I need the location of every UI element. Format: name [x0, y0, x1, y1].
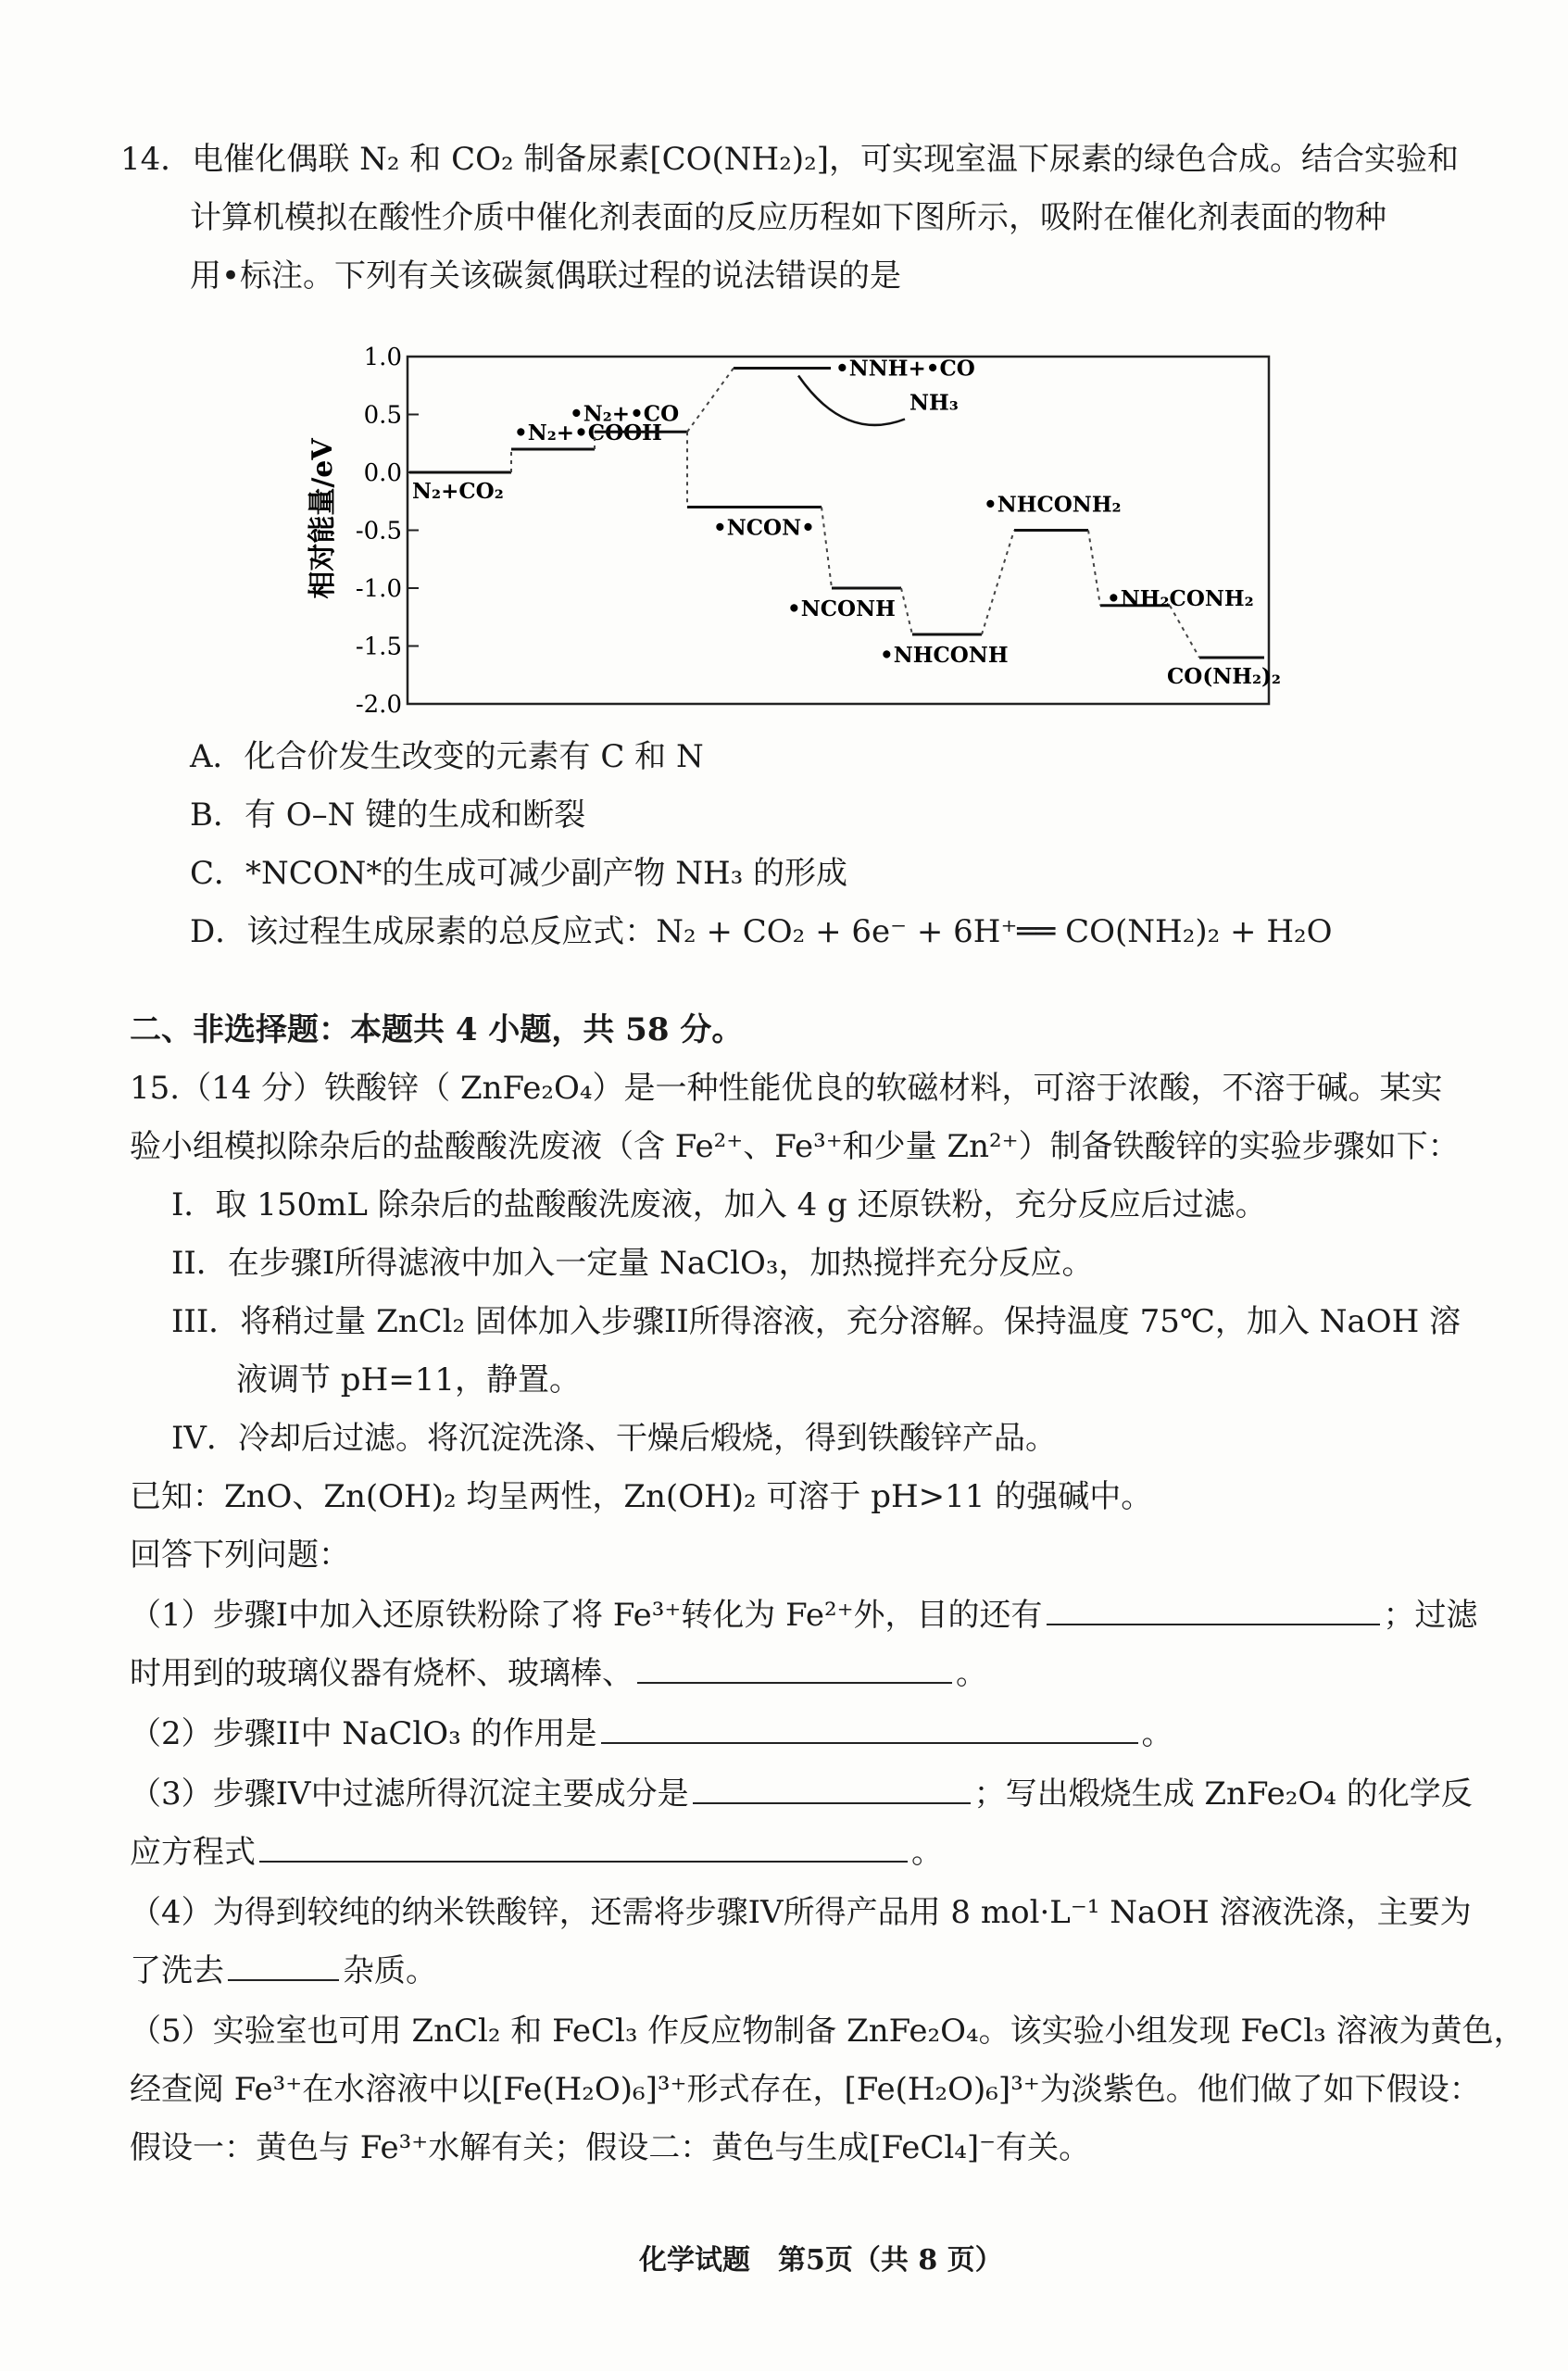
side-product-label: NH₃	[909, 390, 959, 416]
q15-part2	[130, 1713, 1173, 1754]
reaction-path-connector	[982, 531, 1014, 635]
y-tick-label: 0.0	[363, 459, 402, 487]
y-tick-label: 0.5	[363, 401, 402, 430]
energy-level-label: •N₂+•COOH	[514, 420, 662, 445]
answer-blank-3a[interactable]	[693, 1775, 971, 1804]
q15-intro-1: 15.（14 分）铁酸锌（ ZnFe₂O₄）是一种性能优良的软磁材料，可溶于浓酸，不溶于碱。某实	[130, 1070, 1443, 1107]
q15-part4-b	[130, 1951, 437, 1991]
q15-part1-a-end: ；过滤	[1383, 1597, 1478, 1634]
energy-level-label: •NCON•	[713, 515, 815, 541]
q14-option-d: D．该过程生成尿素的总反应式：N₂ + CO₂ + 6e⁻ + 6H⁺══ CO(NH₂)₂ + H₂O	[190, 913, 1333, 950]
q15-part5-c: 假设一：黄色与 Fe³⁺水解有关；假设二：黄色与生成[FeCl₄]⁻有关。	[130, 2129, 1091, 2166]
q14-line2: 计算机模拟在酸性介质中催化剂表面的反应历程如下图所示，吸附在催化剂表面的物种	[190, 199, 1386, 236]
y-tick-label: -1.0	[355, 575, 402, 603]
q15-part2-text: （2）步骤II中 NaClO₃ 的作用是	[130, 1715, 597, 1752]
q15-step-3a: III．将稍过量 ZnCl₂ 固体加入步骤II所得溶液，充分溶解。保持温度 75℃，加入 NaOH 溶	[171, 1303, 1461, 1340]
q15-part1-b-text: 时用到的玻璃仪器有烧杯、玻璃棒、	[130, 1655, 633, 1692]
q14-option-c: C．*NCON*的生成可减少副产物 NH₃ 的形成	[190, 855, 848, 892]
answer-blank-2[interactable]	[601, 1714, 1138, 1744]
answer-blank-3b[interactable]	[259, 1833, 908, 1863]
y-tick-label: -1.5	[355, 633, 402, 661]
energy-level-label: •NCONH	[787, 596, 896, 621]
q15-part3-b	[130, 1832, 943, 1873]
y-tick-label: -0.5	[355, 517, 402, 546]
energy-level-label: CO(NH₂)₂	[1167, 664, 1282, 689]
q15-part3-b-end: 。	[911, 1834, 943, 1871]
q15-part1-a-text: （1）步骤I中加入还原铁粉除了将 Fe³⁺转化为 Fe²⁺外，目的还有	[130, 1597, 1043, 1634]
plot-frame	[408, 357, 1269, 704]
q15-step-1: I．取 150mL 除杂后的盐酸酸洗废液，加入 4 g 还原铁粉，充分反应后过滤。	[171, 1186, 1267, 1223]
q14-line3: 用•标注。下列有关该碳氮偶联过程的说法错误的是	[190, 257, 902, 295]
q15-known: 已知：ZnO、Zn(OH)₂ 均呈两性，Zn(OH)₂ 可溶于 pH>11 的强碱中。	[130, 1478, 1153, 1515]
q15-part5-b: 经查阅 Fe³⁺在水溶液中以[Fe(H₂O)₆]³⁺形式存在，[Fe(H₂O)₆]³⁺为淡紫色。他们做了如下假设：	[130, 2071, 1481, 2108]
side-product-arrow	[798, 376, 905, 425]
energy-level-label: •NHCONH₂	[984, 492, 1122, 518]
q15-step-3b: 液调节 pH=11，静置。	[236, 1361, 581, 1399]
q15-step-2: II．在步骤I所得滤液中加入一定量 NaClO₃，加热搅拌充分反应。	[171, 1245, 1094, 1282]
q15-part3-a	[130, 1774, 1473, 1814]
page-footer: 化学试题 第5页（共 8 页）	[639, 2244, 1003, 2277]
reaction-path-connector	[901, 588, 912, 634]
y-tick-label: 1.0	[363, 344, 402, 371]
q14-line1: 14．电催化偶联 N₂ 和 CO₂ 制备尿素[CO(NH₂)₂]，可实现室温下尿素的绿色合成。结合实验和	[120, 141, 1459, 178]
reaction-path-connector	[822, 508, 832, 589]
q15-part3-b-text: 应方程式	[130, 1834, 256, 1871]
q15-part4-b-end: 杂质。	[343, 1952, 437, 1989]
energy-level-label: •NH₂CONH₂	[1107, 585, 1254, 611]
q15-part4-a: （4）为得到较纯的纳米铁酸锌，还需将步骤IV所得产品用 8 mol·L⁻¹ NaOH 溶液洗涤，主要为	[130, 1894, 1472, 1931]
energy-level-label: •NNH+•CO	[835, 356, 975, 382]
energy-level-label: N₂+CO₂	[412, 479, 504, 504]
reaction-path-connector	[1088, 531, 1100, 606]
q15-part2-end: 。	[1141, 1715, 1173, 1752]
q15-part1-b	[130, 1653, 987, 1694]
q14-option-b: B．有 O–N 键的生成和断裂	[190, 797, 586, 834]
q15-part3-a-end: ；写出煅烧生成 ZnFe₂O₄ 的化学反	[973, 1775, 1473, 1813]
answer-blank-4[interactable]	[228, 1951, 339, 1981]
q15-step-4: IV．冷却后过滤。将沉淀洗涤、干燥后煅烧，得到铁酸锌产品。	[171, 1420, 1057, 1457]
q15-part3-a-text: （3）步骤IV中过滤所得沉淀主要成分是	[130, 1775, 689, 1813]
y-tick-label: -2.0	[355, 691, 402, 719]
section-2-heading: 二、非选择题：本题共 4 小题，共 58 分。	[130, 1011, 744, 1048]
q15-part1-b-end: 。	[956, 1655, 987, 1692]
reaction-path-connector	[687, 369, 734, 433]
y-axis-label: 相对能量/eV	[307, 438, 339, 599]
reaction-path-connector	[1170, 606, 1199, 658]
q14-option-a: A．化合价发生改变的元素有 C 和 N	[190, 738, 704, 775]
energy-level-label: •N₂+•CO	[570, 401, 680, 427]
energy-level-label: •NHCONH	[880, 643, 1009, 668]
q15-part4-b-text: 了洗去	[130, 1952, 224, 1989]
energy-profile-chart	[306, 343, 1306, 722]
q15-answer-prompt: 回答下列问题：	[130, 1537, 350, 1574]
q15-part1-a	[130, 1595, 1478, 1636]
q15-part5-a: （5）实验室也可用 ZnCl₂ 和 FeCl₃ 作反应物制备 ZnFe₂O₄。该实验小组发现 FeCl₃ 溶液为黄色，	[130, 2013, 1525, 2050]
answer-blank-1a[interactable]	[1047, 1596, 1380, 1625]
answer-blank-1b[interactable]	[637, 1654, 952, 1684]
q15-intro-2: 验小组模拟除杂后的盐酸酸洗废液（含 Fe²⁺、Fe³⁺和少量 Zn²⁺）制备铁酸锌的实验步骤如下：	[130, 1128, 1460, 1165]
